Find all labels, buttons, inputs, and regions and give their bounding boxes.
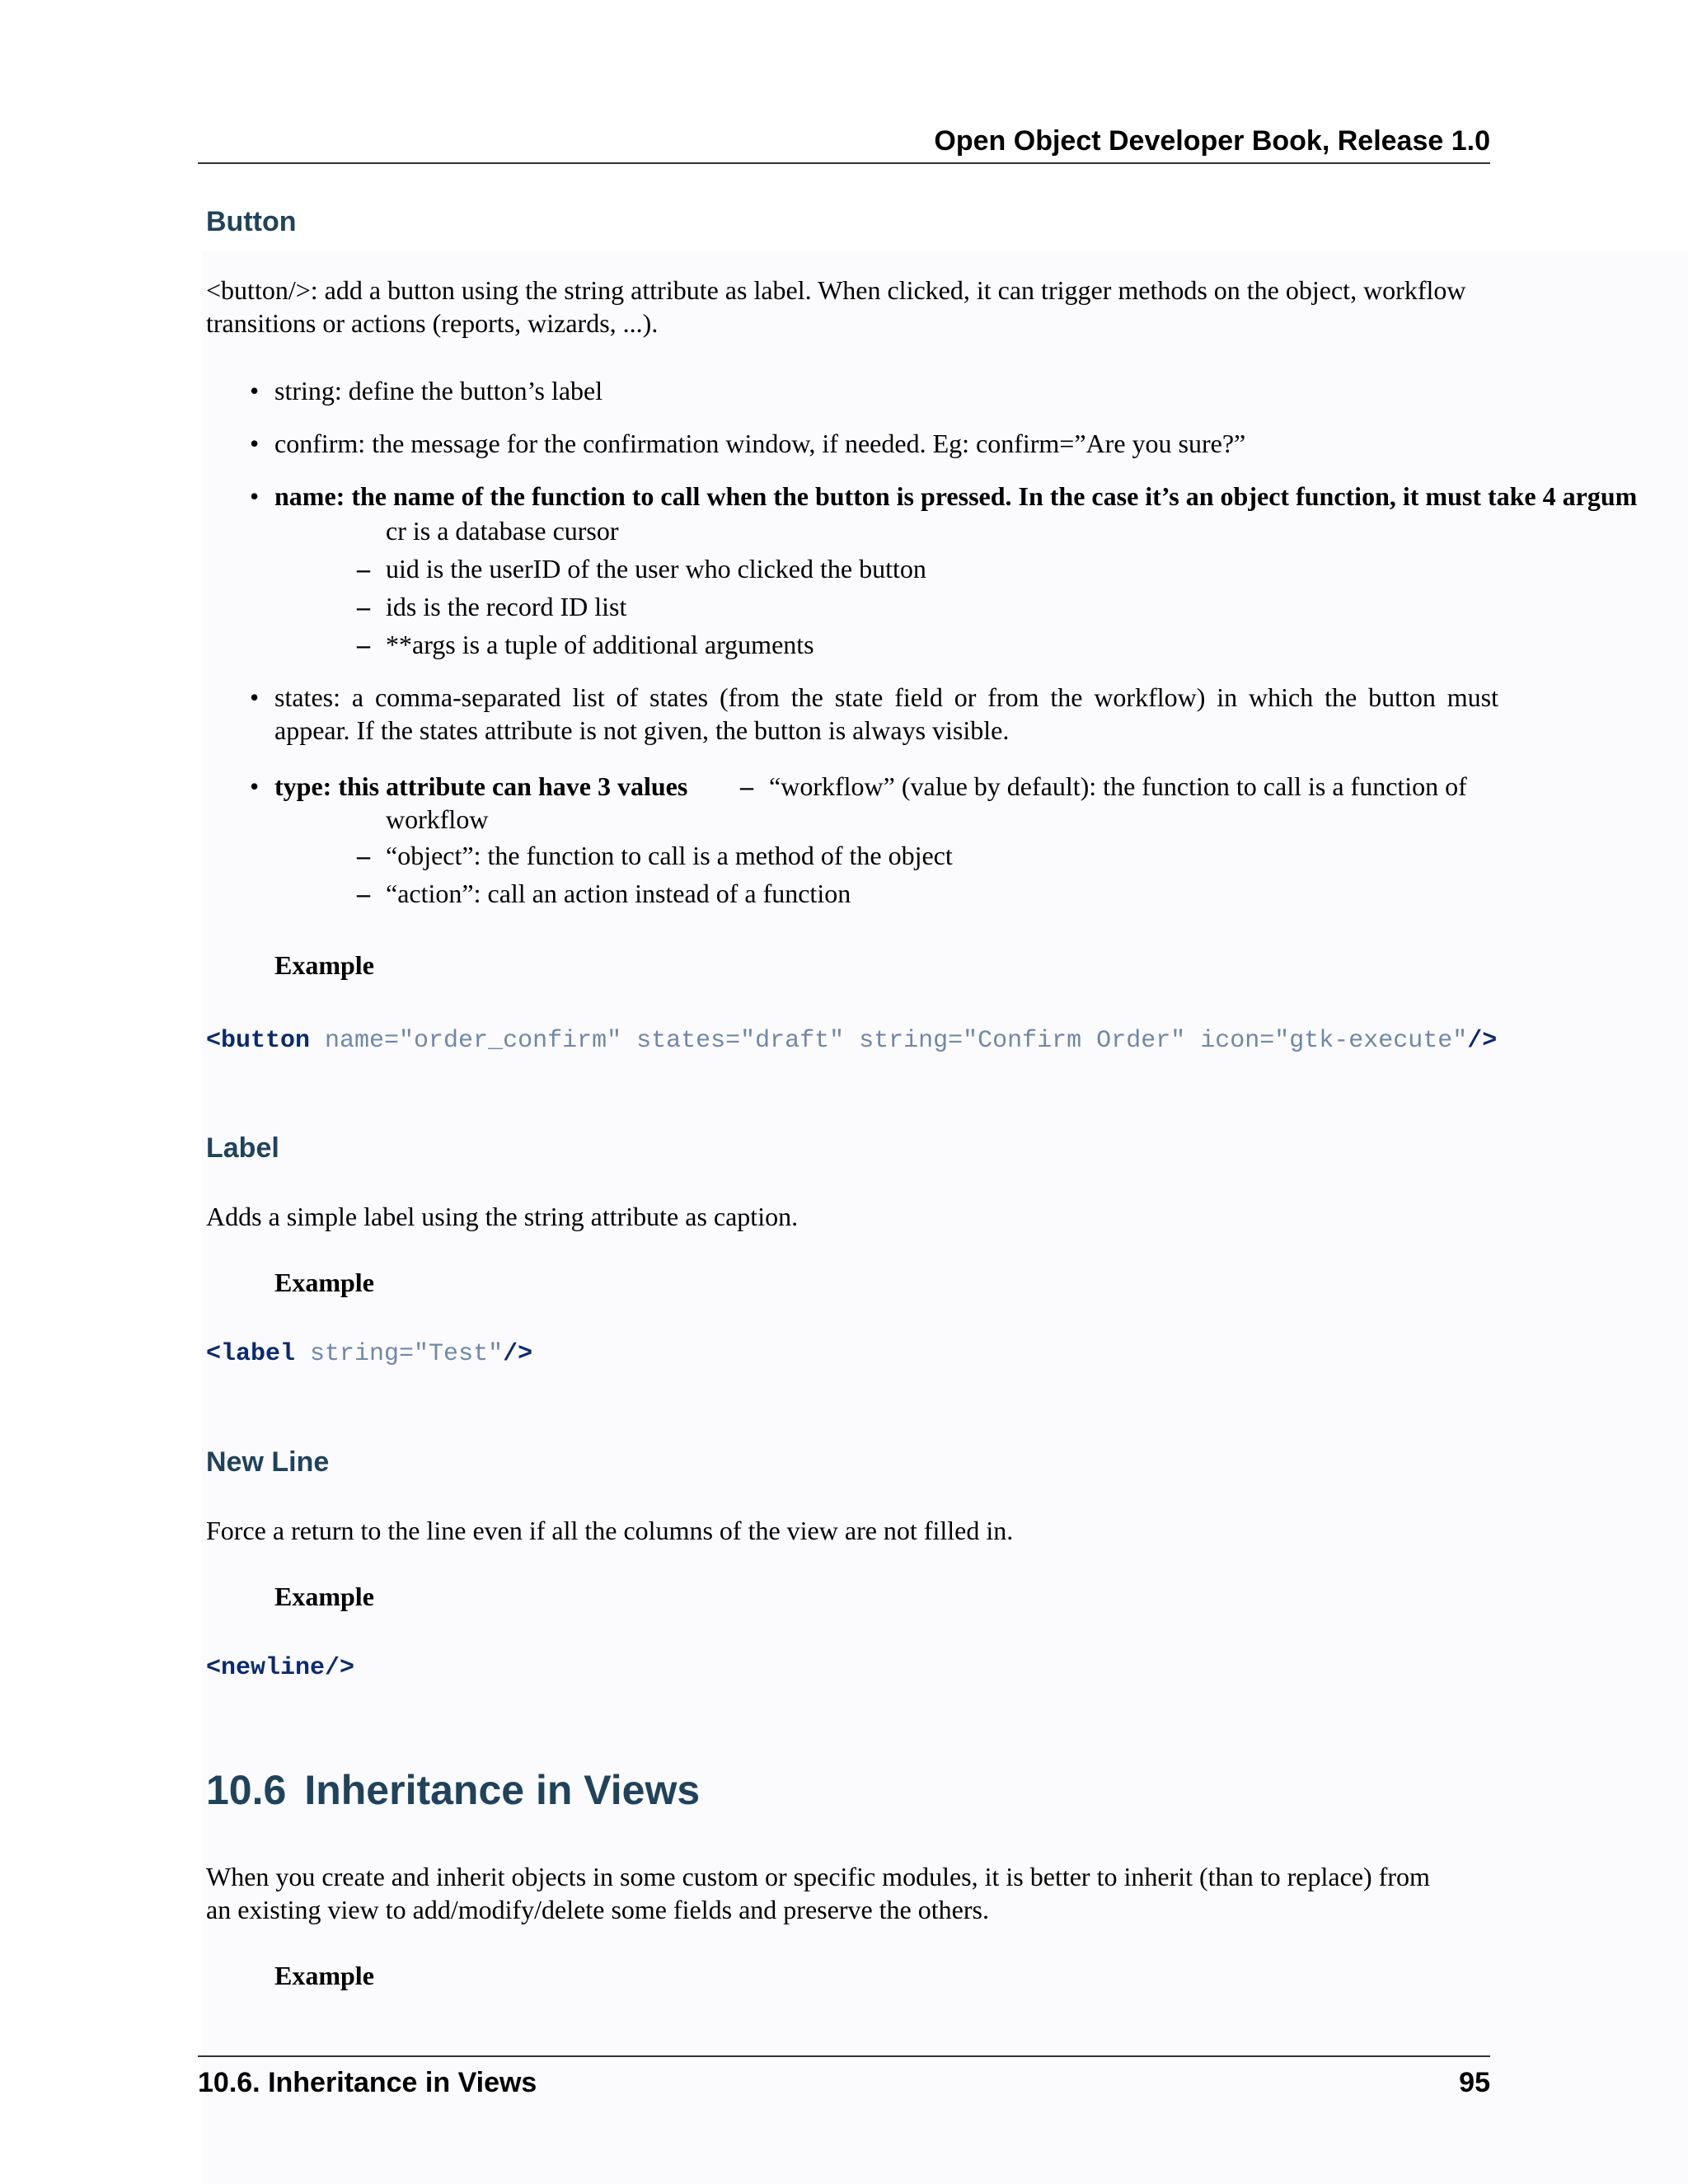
button-intro-line-2: transitions or actions (reports, wizards, ...). xyxy=(206,308,659,338)
header-rule xyxy=(198,162,1490,164)
name-sub-args-text: **args is a tuple of additional arguments xyxy=(386,630,814,659)
inheritance-text-line-2: an existing view to add/modify/delete some fields and preserve the others. xyxy=(206,1895,989,1924)
type-sub-object-text: “object”: the function to call is a method of the object xyxy=(386,841,953,870)
section-title: Inheritance in Views xyxy=(304,1767,701,1813)
bullet-type xyxy=(250,770,688,803)
type-sub-workflow-text: “workflow” (value by default): the function to call is a function of xyxy=(769,771,1467,801)
name-sub-args xyxy=(357,628,814,661)
code-newline-tag: <newline/> xyxy=(206,1654,355,1682)
bullet-confirm-text: confirm: the message for the confirmation window, if needed. Eg: confirm=”Are you sure?” xyxy=(274,429,1246,458)
code-tag-close: /> xyxy=(1467,1027,1498,1055)
dash-marker: – xyxy=(357,879,370,908)
name-sub-uid xyxy=(357,552,926,585)
section-number: 10.6 xyxy=(206,1767,287,1813)
type-sub-action xyxy=(357,877,851,910)
footer-rule xyxy=(198,2055,1490,2057)
page-number: 95 xyxy=(1459,2067,1490,2098)
code-example-label xyxy=(206,1340,532,1368)
dash-marker: – xyxy=(357,592,370,621)
bullet-states-line-2: appear. If the states attribute is not given, the button is always visible. xyxy=(274,715,1010,745)
type-sub-action-text: “action”: call an action instead of a function xyxy=(386,879,851,908)
bullet-name xyxy=(250,480,1688,513)
page-footer xyxy=(198,2067,1490,2099)
code-example-newline xyxy=(206,1654,354,1682)
bullet-marker: • xyxy=(250,376,260,405)
footer-section: 10.6. Inheritance in Views xyxy=(198,2067,537,2098)
bullet-states xyxy=(250,681,1498,747)
section-heading-label: Label xyxy=(206,1132,279,1164)
bullet-type-text: type: this attribute can have 3 values xyxy=(274,771,688,801)
code-attrs: name="order_confirm" states="draft" string="Confirm Order" icon="gtk-execute" xyxy=(310,1027,1468,1055)
example-label-inheritance: Example xyxy=(274,1961,374,1990)
bullet-name-text: name: the name of the function to call when the button is pressed. In the case it’s an object function, it must take 4 argum xyxy=(274,481,1638,511)
dash-marker: – xyxy=(357,630,370,659)
newline-description: Force a return to the line even if all the columns of the view are not filled in. xyxy=(206,1516,1014,1545)
code-tag-close: /> xyxy=(503,1340,533,1368)
label-description: Adds a simple label using the string attribute as caption. xyxy=(206,1202,799,1231)
name-sub-cr: cr is a database cursor xyxy=(386,516,619,546)
section-heading-newline: New Line xyxy=(206,1446,330,1478)
example-label-newline: Example xyxy=(274,1582,374,1611)
type-sub-workflow-line-2: workflow xyxy=(386,804,489,834)
bullet-states-line-1: states: a comma-separated list of states (from the state field or from the workflow) in which the button must xyxy=(274,682,1498,712)
bullet-string xyxy=(250,374,603,407)
code-attrs: string="Test" xyxy=(295,1340,504,1368)
name-sub-ids-text: ids is the record ID list xyxy=(386,592,627,621)
bullet-marker: • xyxy=(250,682,260,712)
code-tag-open: <label xyxy=(206,1340,296,1368)
name-sub-uid-text: uid is the userID of the user who clicked the button xyxy=(386,554,926,583)
bullet-confirm xyxy=(250,427,1246,460)
example-label-label: Example xyxy=(274,1268,374,1297)
dash-marker: – xyxy=(357,841,370,870)
code-tag-open: <button xyxy=(206,1027,311,1055)
type-sub-workflow xyxy=(740,770,1467,803)
section-heading-button: Button xyxy=(206,206,297,237)
name-sub-ids xyxy=(357,590,627,623)
dash-marker: – xyxy=(740,771,753,801)
bullet-marker: • xyxy=(250,481,260,511)
button-intro-line-1: <button/>: add a button using the string attribute as label. When clicked, it can trigger methods on the object, workflow xyxy=(206,275,1466,305)
type-sub-object xyxy=(357,839,953,872)
dash-marker: – xyxy=(357,554,370,583)
code-example-button xyxy=(206,1027,1497,1055)
section-heading-inheritance xyxy=(206,1766,700,1814)
running-header: Open Object Developer Book, Release 1.0 xyxy=(934,125,1490,157)
inheritance-text-line-1: When you create and inherit objects in some custom or specific modules, it is better to inherit (than to replace) from xyxy=(206,1862,1430,1891)
bullet-string-text: string: define the button’s label xyxy=(274,376,603,405)
bullet-marker: • xyxy=(250,429,260,458)
example-label-button: Example xyxy=(274,950,374,980)
bullet-marker: • xyxy=(250,771,260,801)
